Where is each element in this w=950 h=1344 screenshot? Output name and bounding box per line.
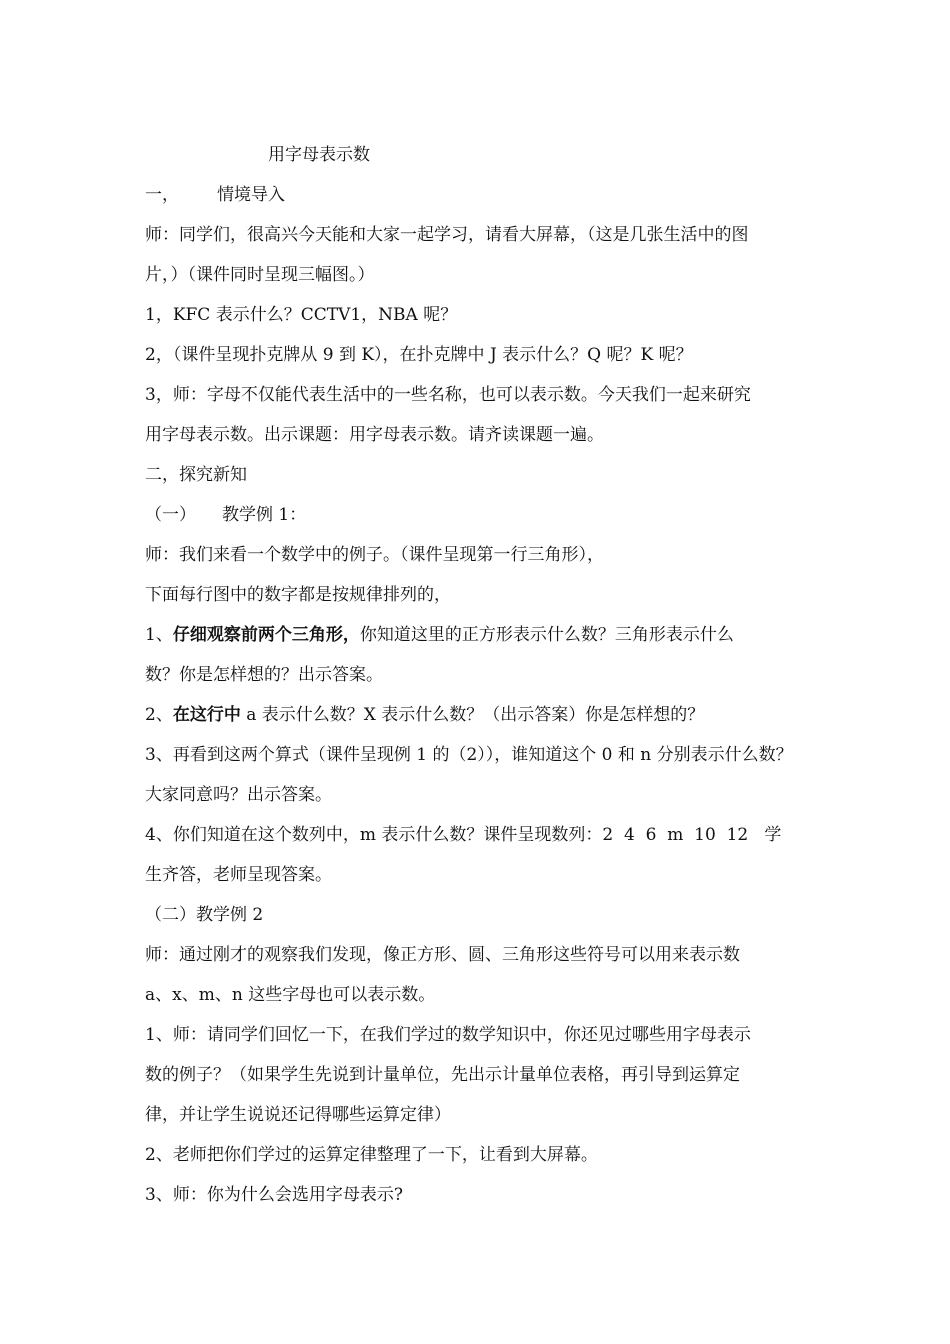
paragraph-line: 下面每行图中的数字都是按规律排列的， bbox=[145, 585, 451, 605]
list-item-continued: 数？你是怎样想的？出示答案。 bbox=[145, 665, 383, 685]
question-item: 2，（课件呈现扑克牌从 9 到 K），在扑克牌中 J 表示什么？Q 呢？K 呢？ bbox=[145, 345, 693, 365]
list-item: 2、老师把你们学过的运算定律整理了一下，让看到大屏幕。 bbox=[145, 1145, 598, 1165]
example-title: 教学例 1： bbox=[222, 505, 307, 525]
item-emphasis: 在这行中 bbox=[172, 705, 241, 725]
question-item: 1，KFC 表示什么？CCTV1，NBA 呢？ bbox=[145, 305, 458, 325]
section-two-heading: 二，探究新知 bbox=[145, 465, 247, 485]
question-item-continued: 用字母表示数。出示课题：用字母表示数。请齐读课题一遍。 bbox=[145, 425, 604, 445]
example-number: （一） bbox=[145, 505, 196, 525]
list-item-continued: 大家同意吗？出示答案。 bbox=[145, 785, 332, 805]
paragraph-line: 片，）（课件同时呈现三幅图。） bbox=[145, 265, 375, 285]
list-item-continued: 律，并让学生说说还记得哪些运算定律） bbox=[145, 1105, 451, 1125]
list-item bbox=[145, 623, 734, 647]
list-item-continued: 数的例子？（如果学生先说到计量单位，先出示计量单位表格，再引导到运算定 bbox=[145, 1065, 740, 1085]
paragraph-line: 师：我们来看一个数学中的例子。（课件呈现第一行三角形）， bbox=[145, 545, 604, 565]
item-emphasis: 仔细观察前两个三角形， bbox=[172, 625, 360, 645]
paragraph-line: 师：同学们，很高兴今天能和大家一起学习，请看大屏幕，（这是几张生活中的图 bbox=[145, 225, 749, 245]
list-item: 4、你们知道在这个数列中，m 表示什么数？课件呈现数列：2 4 6 m 10 12 学 bbox=[145, 825, 782, 845]
list-item: 1、师：请同学们回忆一下，在我们学过的数学知识中，你还见过哪些用字母表示 bbox=[145, 1025, 751, 1045]
question-item: 3，师：字母不仅能代表生活中的一些名称，也可以表示数。今天我们一起来研究 bbox=[145, 385, 751, 405]
example-two-heading: （二）教学例 2 bbox=[145, 905, 264, 925]
example-one-heading bbox=[145, 503, 306, 527]
item-prefix: 2、 bbox=[145, 705, 173, 725]
document-title: 用字母表示数 bbox=[268, 145, 370, 165]
list-item bbox=[145, 703, 704, 727]
item-prefix: 1、 bbox=[145, 625, 173, 645]
section-one-heading bbox=[145, 183, 285, 207]
list-item: 3、再看到这两个算式（课件呈现例 1 的（2）），谁知道这个 0 和 n 分别表示什么数？ bbox=[145, 745, 793, 765]
section-title: 情境导入 bbox=[217, 185, 285, 205]
paragraph-line: 师：通过刚才的观察我们发现，像正方形、圆、三角形这些符号可以用来表示数 bbox=[145, 945, 740, 965]
item-text: a 表示什么数？X 表示什么数？（出示答案）你是怎样想的？ bbox=[240, 705, 705, 725]
paragraph-line: a、x、m、n 这些字母也可以表示数。 bbox=[145, 985, 436, 1005]
list-item-continued: 生齐答，老师呈现答案。 bbox=[145, 865, 332, 885]
list-item: 3、师：你为什么会选用字母表示? bbox=[145, 1185, 403, 1205]
section-number: 一， bbox=[145, 185, 179, 205]
item-text: 你知道这里的正方形表示什么数？三角形表示什么 bbox=[359, 625, 734, 645]
